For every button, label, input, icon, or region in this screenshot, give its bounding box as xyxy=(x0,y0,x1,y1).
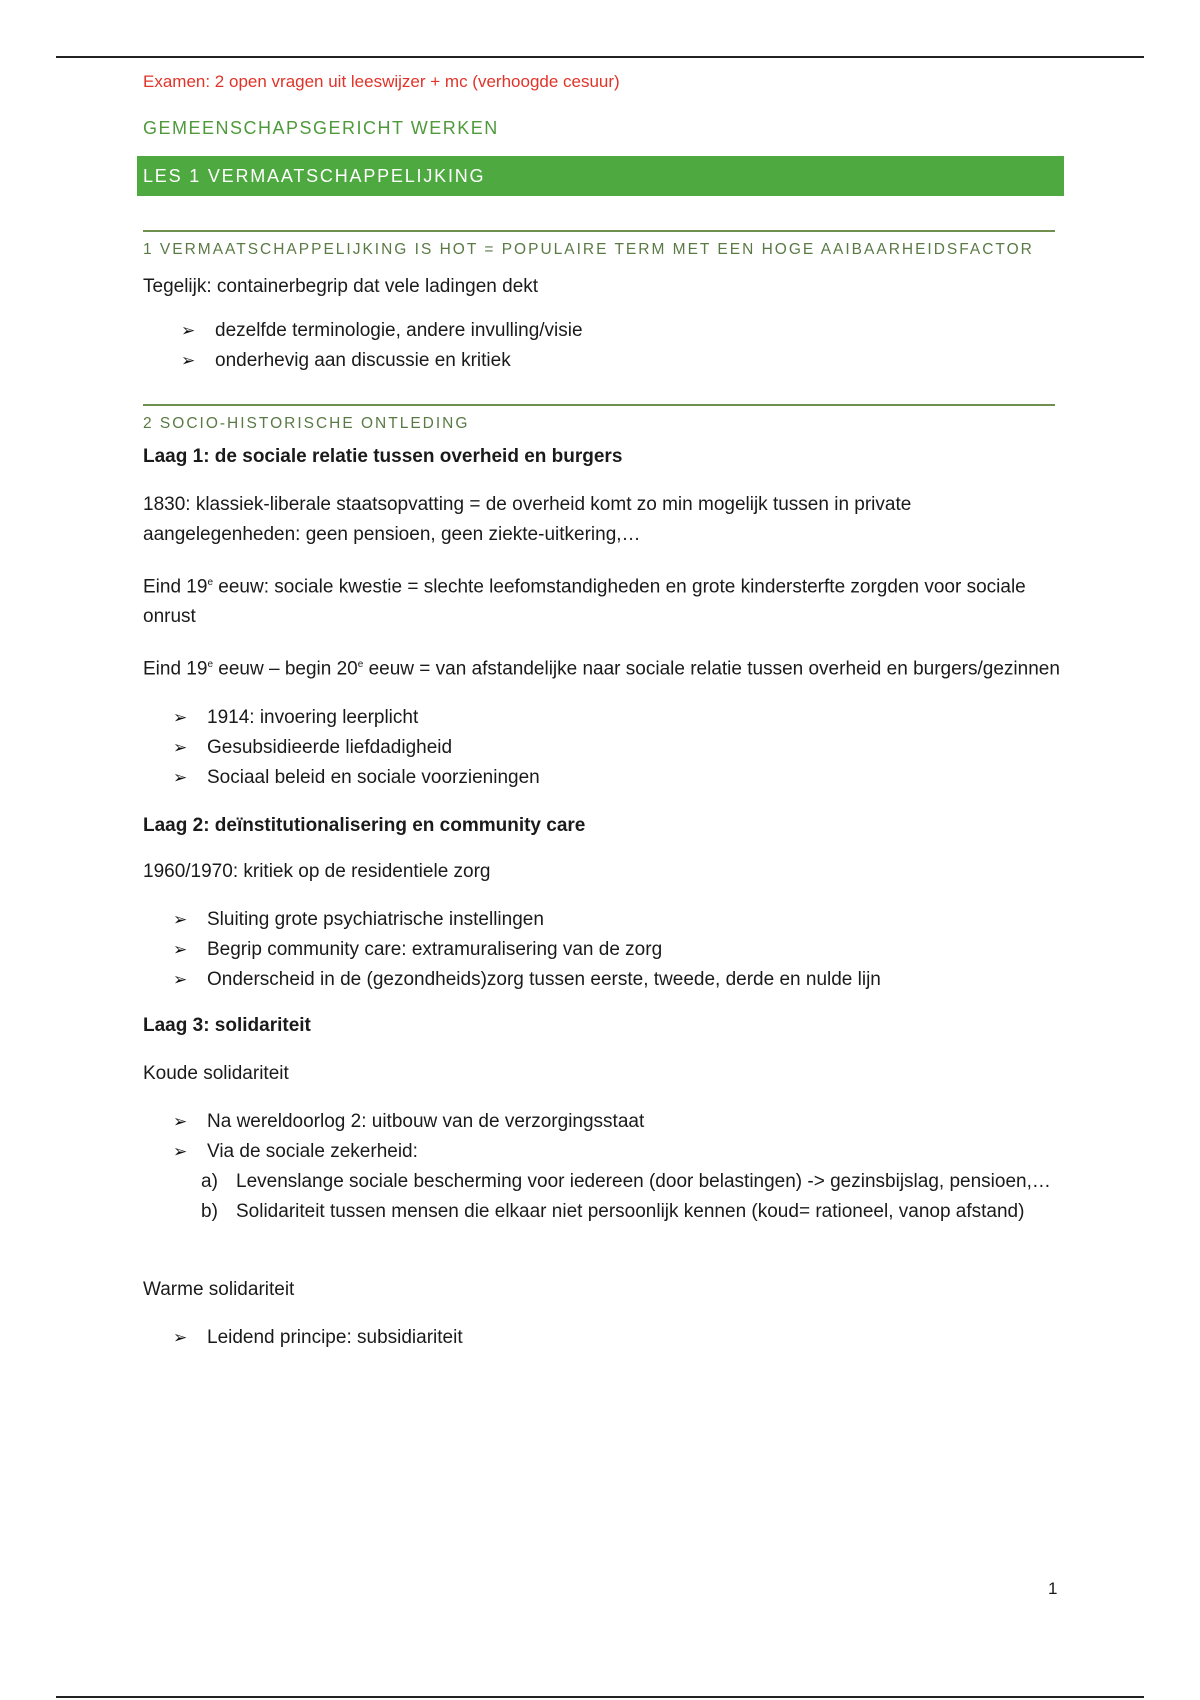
cold-solidarity-sub-list xyxy=(143,1167,1060,1227)
list-item xyxy=(143,905,1060,935)
list-item-text: Leidend principe: subsidiariteit xyxy=(207,1326,463,1348)
list-item xyxy=(143,965,1060,995)
arrow-bullet-icon: ➢ xyxy=(173,737,188,757)
layer-1-paragraph-1: 1830: klassiek-liberale staatsopvatting = de overheid komt zo min mogelijk tussen in private aangelegenheden: geen pensioen, geen ziekte-uitkering,… xyxy=(143,494,912,545)
arrow-bullet-icon: ➢ xyxy=(181,321,196,340)
list-item-text: dezelfde terminologie, andere invulling/visie xyxy=(215,320,583,341)
arrow-bullet-icon: ➢ xyxy=(173,1141,188,1161)
list-item-text: Na wereldoorlog 2: uitbouw van de verzorgingsstaat xyxy=(207,1110,645,1132)
layer-2-bullet-list xyxy=(143,905,1060,995)
course-title: GEMEENSCHAPSGERICHT WERKEN xyxy=(143,118,499,138)
list-item-text: onderhevig aan discussie en kritiek xyxy=(215,350,511,371)
list-item-text: Begrip community care: extramuralisering van de zorg xyxy=(207,938,663,960)
list-item xyxy=(143,763,1060,793)
arrow-bullet-icon: ➢ xyxy=(173,909,188,929)
list-marker: b) xyxy=(201,1200,218,1222)
page-number: 1 xyxy=(1048,1579,1058,1598)
list-item xyxy=(143,316,1060,346)
list-item-text: Onderscheid in de (gezondheids)zorg tussen eerste, tweede, derde en nulde lijn xyxy=(207,968,881,990)
layer-3-heading: Laag 3: solidariteit xyxy=(143,1014,311,1036)
list-item xyxy=(143,733,1060,763)
list-item xyxy=(143,935,1060,965)
list-item xyxy=(143,1167,1060,1197)
list-item xyxy=(143,703,1060,733)
list-item-text: Gesubsidieerde liefdadigheid xyxy=(207,736,453,758)
layer-1-paragraph-3: Eind 19e eeuw – begin 20e eeuw = van afstandelijke naar sociale relatie tussen overheid en burgers/gezinnen xyxy=(143,658,1060,680)
layer-1-bullet-list xyxy=(143,703,1060,793)
section-1-bullet-list xyxy=(143,316,1060,376)
section-1-intro: Tegelijk: containerbegrip dat vele ladingen dekt xyxy=(143,276,539,297)
list-item xyxy=(143,1107,1060,1137)
section-1-heading: 1 VERMAATSCHAPPELIJKING IS HOT = POPULAIRE TERM MET EEN HOGE AAIBAARHEIDSFACTOR xyxy=(143,230,1055,260)
layer-1-paragraph-2: Eind 19e eeuw: sociale kwestie = slechte leefomstandigheden en grote kindersterfte zorgden voor sociale onrust xyxy=(143,576,1026,628)
list-marker: a) xyxy=(201,1170,218,1192)
arrow-bullet-icon: ➢ xyxy=(173,707,188,727)
list-item-text: 1914: invoering leerplicht xyxy=(207,706,419,728)
arrow-bullet-icon: ➢ xyxy=(173,969,188,989)
list-item-text: Via de sociale zekerheid: xyxy=(207,1140,418,1162)
list-item xyxy=(143,346,1060,376)
page-bottom-rule xyxy=(56,1696,1144,1698)
arrow-bullet-icon: ➢ xyxy=(173,939,188,959)
page-top-rule xyxy=(56,56,1144,58)
list-item-text: Sluiting grote psychiatrische instellingen xyxy=(207,908,544,930)
warm-solidarity-title: Warme solidariteit xyxy=(143,1278,295,1300)
cold-solidarity-bullet-list xyxy=(143,1107,1060,1167)
lesson-banner: LES 1 VERMAATSCHAPPELIJKING xyxy=(137,156,1064,196)
layer-2-heading: Laag 2: deïnstitutionalisering en community care xyxy=(143,814,586,836)
list-item-text: Sociaal beleid en sociale voorzieningen xyxy=(207,766,540,788)
warm-solidarity-bullet-list xyxy=(143,1323,1060,1353)
section-2-heading: 2 SOCIO-HISTORISCHE ONTLEDING xyxy=(143,404,1055,434)
list-item-text: Solidariteit tussen mensen die elkaar niet persoonlijk kennen (koud= rationeel, vanop afstand) xyxy=(236,1200,1025,1222)
list-item xyxy=(143,1197,1060,1227)
arrow-bullet-icon: ➢ xyxy=(173,767,188,787)
exam-note: Examen: 2 open vragen uit leeswijzer + mc (verhoogde cesuur) xyxy=(143,72,620,91)
list-item xyxy=(143,1137,1060,1167)
list-item-text: Levenslange sociale bescherming voor iedereen (door belastingen) -> gezinsbijslag, pensioen,… xyxy=(236,1170,1051,1192)
layer-2-paragraph-1: 1960/1970: kritiek op de residentiele zorg xyxy=(143,860,491,882)
arrow-bullet-icon: ➢ xyxy=(181,351,196,370)
arrow-bullet-icon: ➢ xyxy=(173,1111,188,1131)
document-page xyxy=(143,66,1060,1353)
cold-solidarity-title: Koude solidariteit xyxy=(143,1062,289,1084)
arrow-bullet-icon: ➢ xyxy=(173,1327,188,1347)
list-item xyxy=(143,1323,1060,1353)
layer-1-heading: Laag 1: de sociale relatie tussen overheid en burgers xyxy=(143,446,623,467)
